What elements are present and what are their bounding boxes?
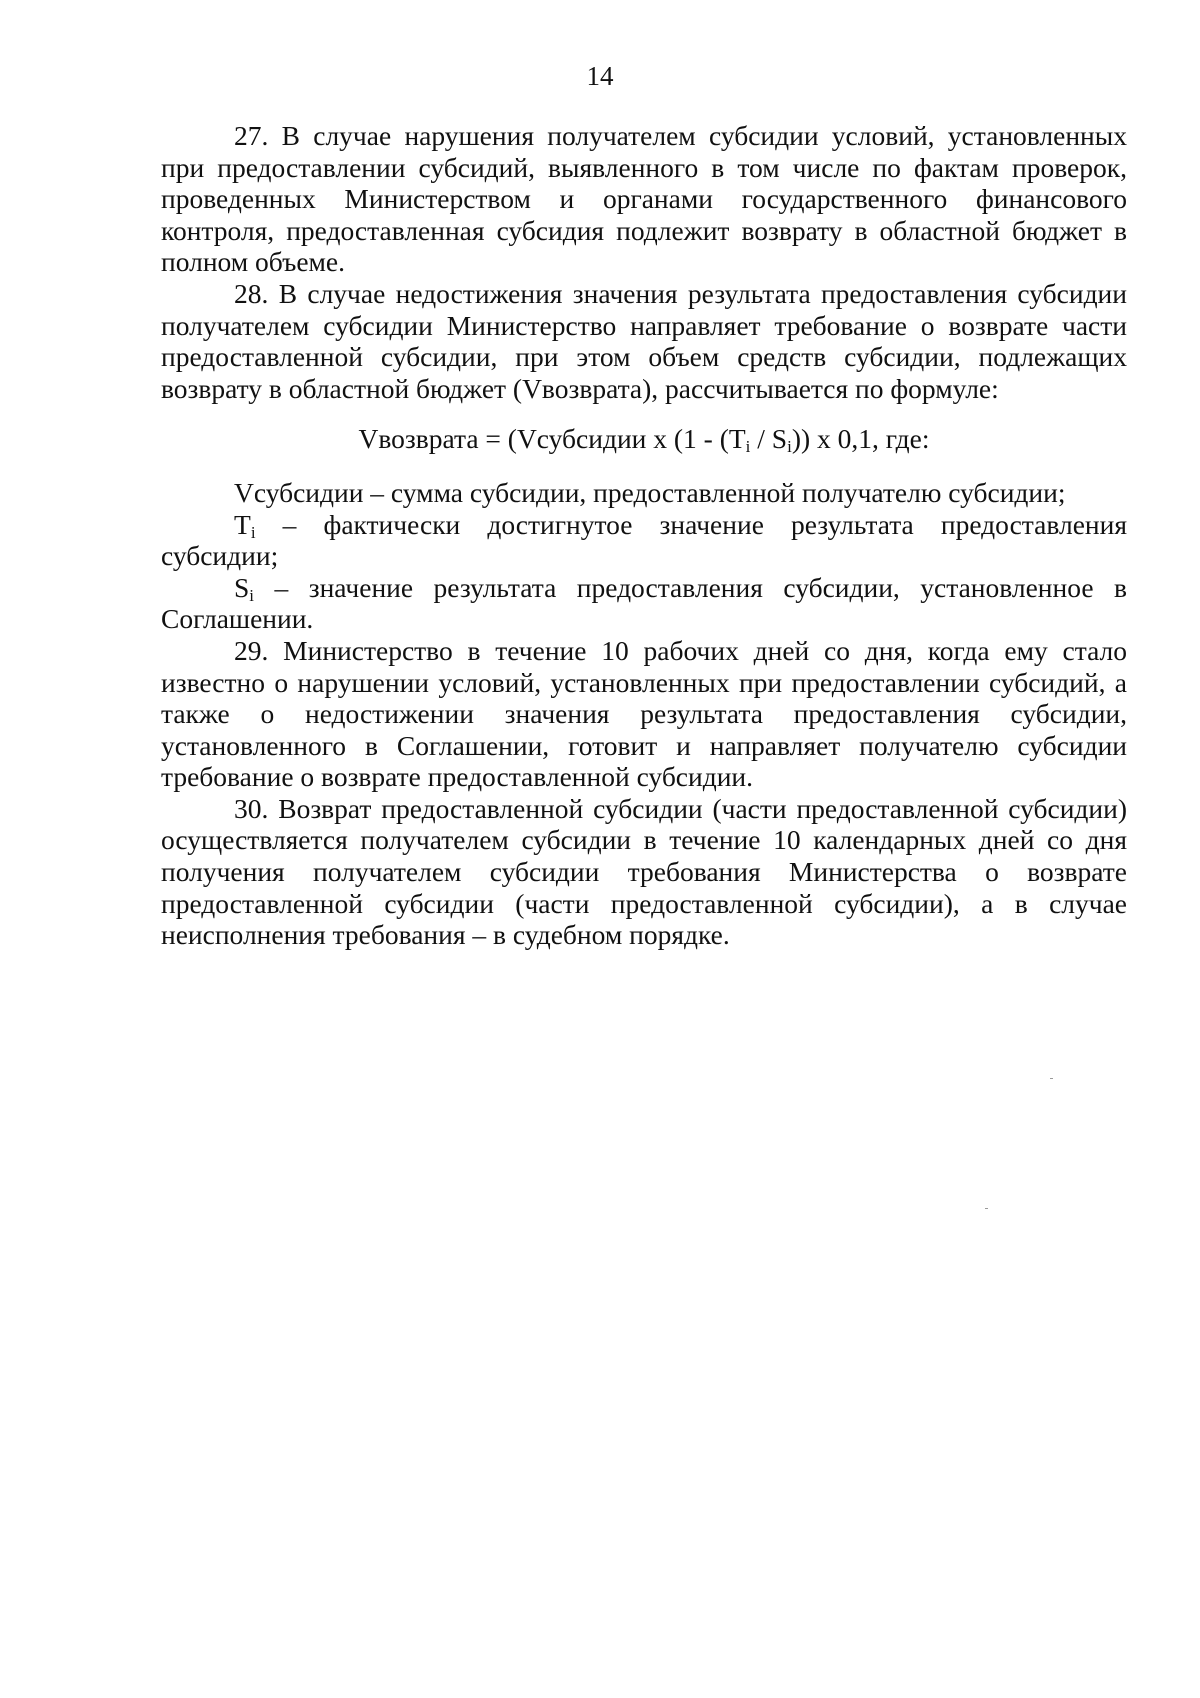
scan-speck — [985, 1208, 988, 1209]
refund-formula — [161, 423, 1127, 455]
formula-subscript-t: i — [745, 437, 751, 457]
formula-subscript-s: i — [787, 437, 792, 457]
definition-ti-subscript: i — [250, 522, 256, 542]
page-number: 14 — [586, 61, 614, 91]
formula-mid: / S — [750, 423, 788, 455]
definition-si — [161, 572, 1127, 635]
scan-speck — [1050, 1078, 1053, 1079]
definition-vsubsidii: Vсубсидии – сумма субсидии, предоставленной получателю субсидии; — [234, 476, 1066, 508]
definition-ti-symbol: T — [234, 508, 251, 540]
paragraph-27: 27. В случае нарушения получателем субсидии условий, установленных при предоставлении субсидий, выявленного в том числе по фактам проверок, проведенных Министерством и органами государственного финансового контроля, предоставленная субсидия подлежит возврату в областной бюджет в полном объеме. — [161, 120, 1127, 278]
definition-si-text: – значение результата предоставления субсидии, установленное в Соглашении. — [161, 571, 1127, 635]
paragraph-29: 29. Министерство в течение 10 рабочих дней со дня, когда ему стало известно о нарушении условий, установленных при предоставлении субсидий, а также о недостижении значения результата предоставления субсидии, установленного в Соглашении, готовит и направляет получателю субсидии требование о возврате предоставленной субсидии. — [161, 634, 1127, 793]
paragraph-30: 30. Возврат предоставленной субсидии (части предоставленной субсидии) осуществляется получателем субсидии в течение 10 календарных дней со дня получения получателем субсидии требования Министерства о возврате предоставленной субсидии (части предоставленной субсидии), а в случае неисполнения требования – в судебном порядке. — [161, 792, 1127, 951]
definition-ti-text: – фактически достигнутое значение результата предоставления субсидии; — [161, 508, 1127, 572]
formula-lead: Vвозврата = (Vсубсидии x (1 - (T — [358, 423, 746, 455]
paragraph-28: 28. В случае недостижения значения результата предоставления субсидии получателем субсидии Министерство направляет требование о возврате части предоставленной субсидии, при этом объем средств субсидии, подлежащих возврату в областной бюджет (Vвозврата), рассчитывается по формуле: — [161, 277, 1127, 404]
definition-ti — [161, 509, 1127, 572]
formula-tail: )) x 0,1, где: — [791, 423, 930, 455]
document-body — [161, 120, 1127, 951]
definition-si-subscript: i — [249, 585, 255, 605]
definition-si-symbol: S — [234, 571, 250, 603]
